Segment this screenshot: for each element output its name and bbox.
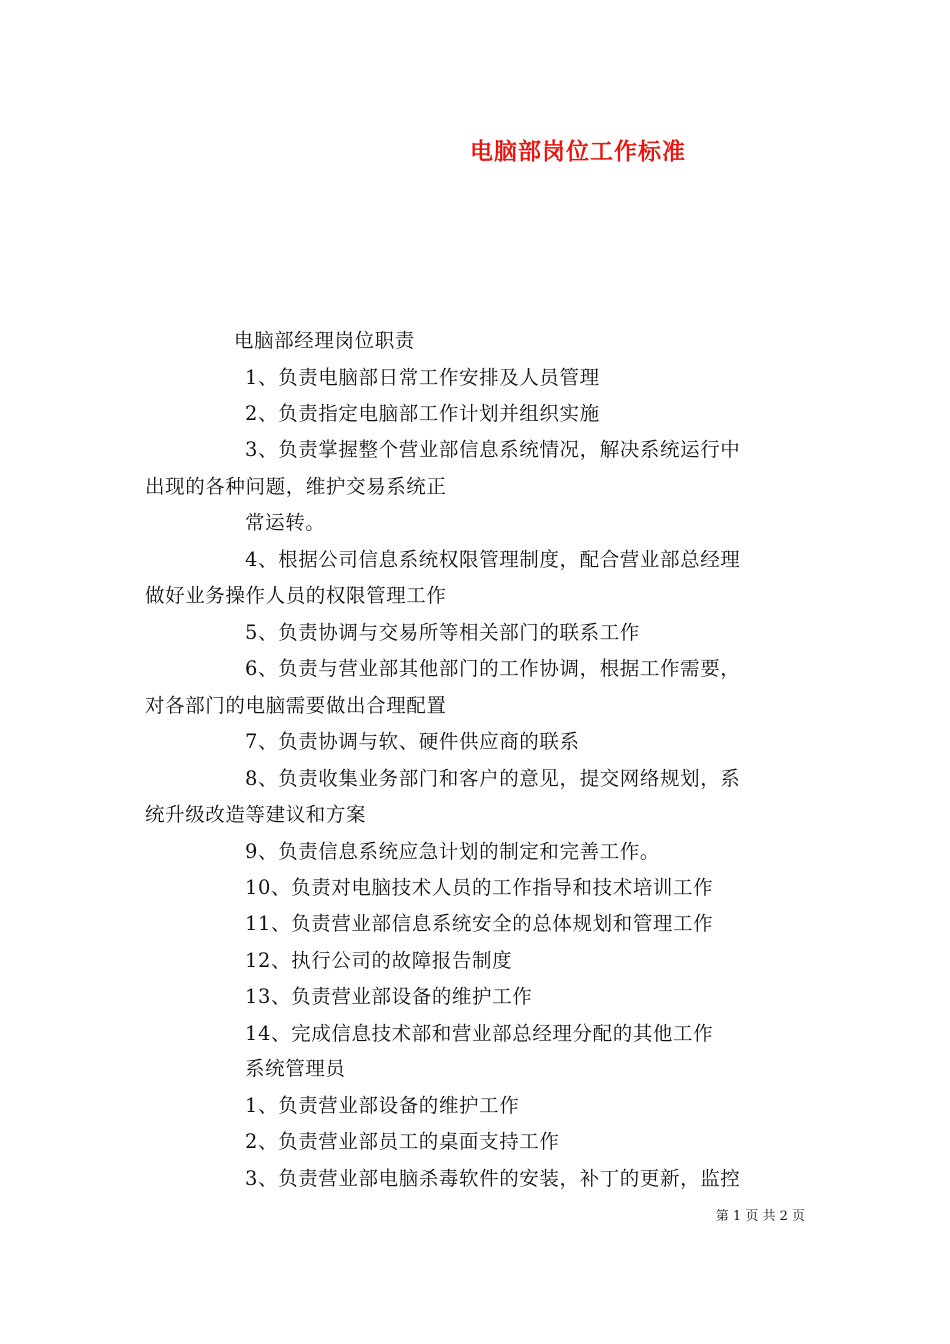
text-line: 3、负责营业部电脑杀毒软件的安装，补丁的更新，监控 <box>245 1167 741 1190</box>
text-line: 4、根据公司信息系统权限管理制度，配合营业部总经理 <box>245 548 741 571</box>
text-line: 8、负责收集业务部门和客户的意见，提交网络规划，系 <box>245 767 741 790</box>
text-line: 12、执行公司的故障报告制度 <box>245 949 513 972</box>
page-number: 第 1 页 共 2 页 <box>715 1209 805 1224</box>
text-line: 常运转。 <box>245 511 326 534</box>
text-line: 系统管理员 <box>245 1057 346 1080</box>
text-line: 2、负责指定电脑部工作计划并组织实施 <box>245 402 600 425</box>
text-line: 统升级改造等建议和方案 <box>145 803 367 826</box>
text-line: 出现的各种问题，维护交易系统正 <box>145 475 447 498</box>
text-line: 电脑部经理岗位职责 <box>234 329 415 352</box>
text-line: 14、完成信息技术部和营业部总经理分配的其他工作 <box>245 1022 714 1045</box>
text-line: 5、负责协调与交易所等相关部门的联系工作 <box>245 621 640 644</box>
text-line: 1、负责电脑部日常工作安排及人员管理 <box>245 366 600 389</box>
text-line: 1、负责营业部设备的维护工作 <box>245 1094 520 1117</box>
text-line: 7、负责协调与软、硬件供应商的联系 <box>245 730 580 753</box>
text-line: 10、负责对电脑技术人员的工作指导和技术培训工作 <box>245 876 714 899</box>
text-line: 做好业务操作人员的权限管理工作 <box>145 584 447 607</box>
text-line: 对各部门的电脑需要做出合理配置 <box>145 694 447 717</box>
text-line: 9、负责信息系统应急计划的制定和完善工作。 <box>245 840 661 863</box>
text-line: 11、负责营业部信息系统安全的总体规划和管理工作 <box>245 912 714 935</box>
text-line: 13、负责营业部设备的维护工作 <box>245 985 533 1008</box>
text-line: 2、负责营业部员工的桌面支持工作 <box>245 1130 560 1153</box>
text-line: 3、负责掌握整个营业部信息系统情况，解决系统运行中 <box>245 438 741 461</box>
text-line: 6、负责与营业部其他部门的工作协调，根据工作需要， <box>245 657 741 680</box>
document-title: 电脑部岗位工作标准 <box>470 138 686 165</box>
